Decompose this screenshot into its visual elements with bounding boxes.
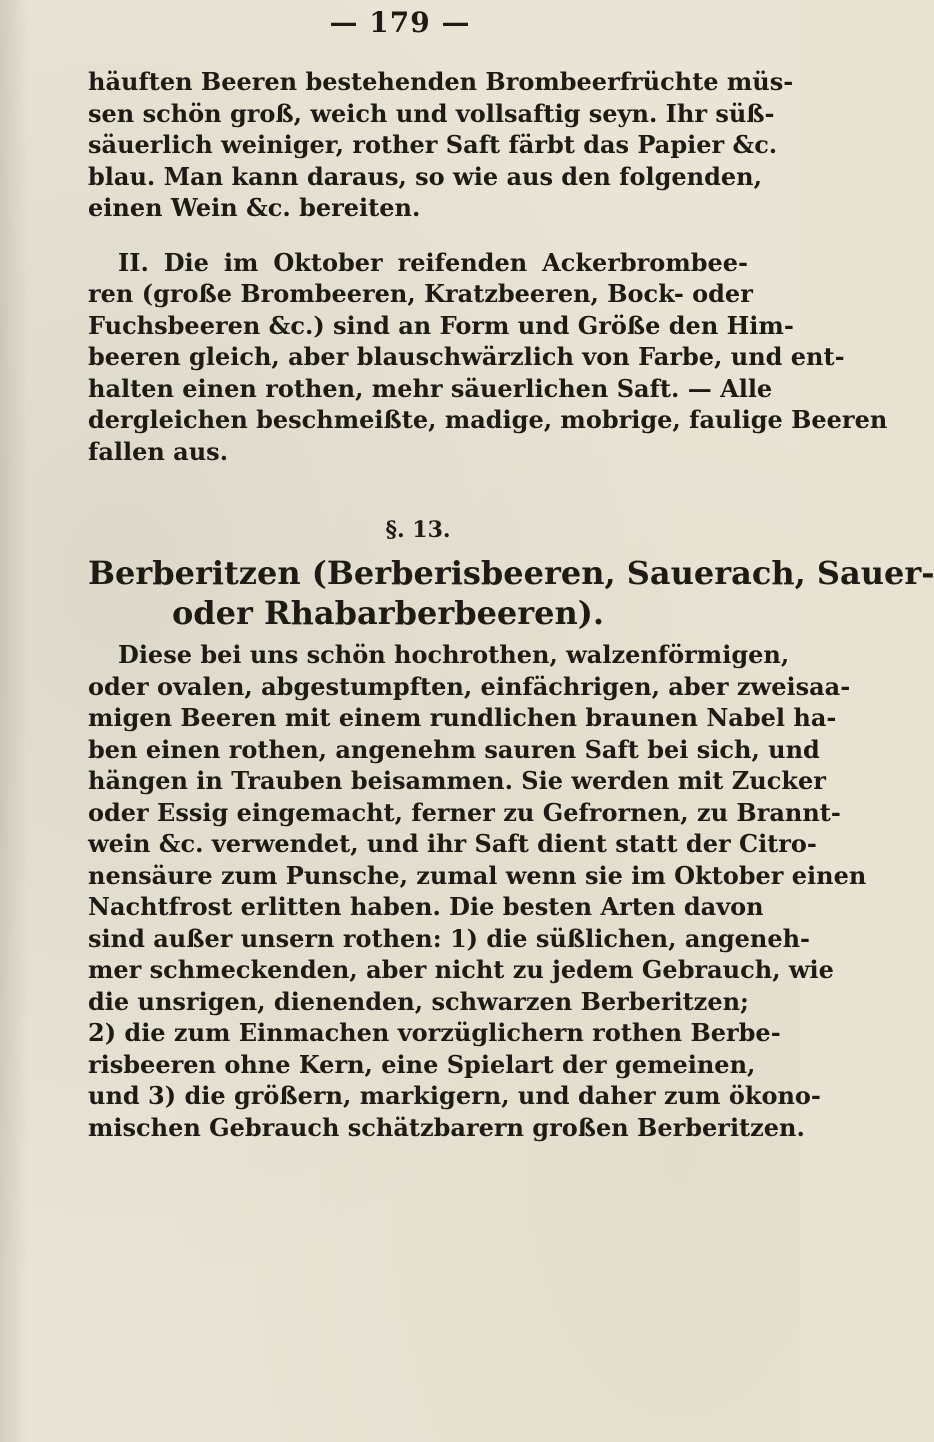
section-heading — [88, 553, 934, 633]
text-line: 2) die zum Einmachen vorzüglichern rothen Berbe- — [88, 1018, 781, 1047]
text-line: häuften Beeren bestehenden Brombeerfrüchte müs- — [88, 67, 794, 96]
text-line: dergleichen beschmeißte, madige, mobrige, faulige Beeren — [88, 405, 888, 434]
text-line: Fuchsbeeren &c.) sind an Form und Größe den Him- — [88, 310, 794, 340]
text-line: ren (große Brombeeren, Kratzbeeren, Bock- oder — [88, 279, 753, 308]
section-number: §. 13. — [385, 517, 451, 543]
text-line: II. Die im Oktober reifenden Ackerbrombee- — [118, 247, 748, 277]
paragraph-berberitzen — [88, 639, 867, 1143]
paragraph-ackerbrombeeren — [88, 247, 888, 468]
text-line: Diese bei uns schön hochrothen, walzenförmigen, — [118, 640, 790, 669]
text-line: wein &c. verwendet, und ihr Saft dient statt der Citro- — [88, 829, 817, 858]
text-line: oder Essig eingemacht, ferner zu Gefrornen, zu Brannt- — [88, 797, 841, 827]
text-line: oder ovalen, abgestumpften, einfächrigen, aber zweisaa- — [88, 671, 851, 701]
text-line: fallen aus. — [88, 436, 229, 466]
text-line: sen schön groß, weich und vollsaftig seyn. Ihr süß- — [88, 98, 775, 128]
text-line: ben einen rothen, angenehm sauren Saft bei sich, und — [88, 734, 820, 764]
text-line: mer schmeckenden, aber nicht zu jedem Gebrauch, wie — [88, 955, 834, 984]
heading-line: Berberitzen (Berberisbeeren, Sauerach, Sauer- — [88, 554, 934, 592]
text-line: Nachtfrost erlitten haben. Die besten Arten davon — [88, 892, 764, 921]
page-number: — 179 — — [329, 6, 471, 39]
text-line: die unsrigen, dienenden, schwarzen Berberitzen; — [88, 986, 749, 1016]
text-line: migen Beeren mit einem rundlichen braunen Nabel ha- — [88, 703, 837, 732]
text-line: hängen in Trauben beisammen. Sie werden mit Zucker — [88, 766, 826, 795]
text-line: nensäure zum Punsche, zumal wenn sie im Oktober einen — [88, 860, 867, 890]
text-line: einen Wein &c. bereiten. — [88, 193, 421, 222]
page-text — [88, 66, 934, 1143]
paragraph-brombeeren-intro — [88, 66, 794, 224]
text-line: mischen Gebrauch schätzbarern großen Berberitzen. — [88, 1112, 805, 1142]
page-edge-shadow — [0, 0, 28, 1442]
text-line: beeren gleich, aber blauschwärzlich von Farbe, und ent- — [88, 342, 845, 371]
text-line: und 3) die größern, markigern, und daher zum ökono- — [88, 1081, 821, 1110]
text-line: risbeeren ohne Kern, eine Spielart der gemeinen, — [88, 1049, 756, 1079]
text-line: blau. Man kann daraus, so wie aus den folgenden, — [88, 161, 762, 191]
heading-line: oder Rhabarberbeeren). — [171, 594, 605, 632]
text-line: sind außer unsern rothen: 1) die süßlichen, angeneh- — [88, 923, 811, 953]
text-line: säuerlich weiniger, rother Saft färbt das Papier &c. — [88, 130, 778, 159]
text-line: halten einen rothen, mehr säuerlichen Saft. — Alle — [88, 373, 773, 403]
